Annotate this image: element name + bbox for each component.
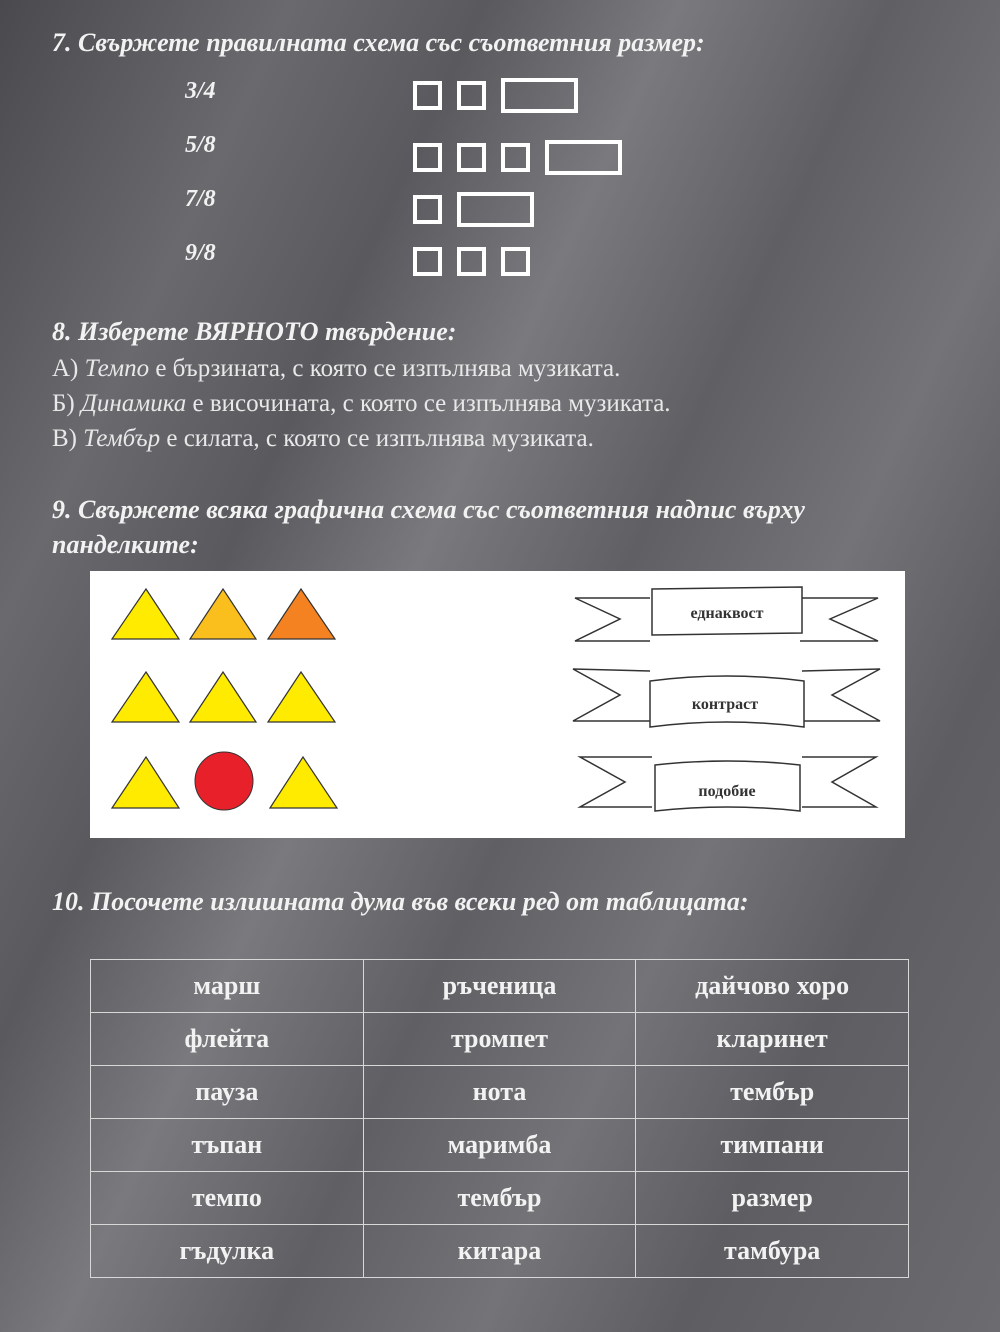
table-cell[interactable]: тембър (636, 1066, 909, 1119)
question-7-title: 7. Свържете правилната схема със съответния размер: (52, 28, 705, 57)
ribbon-label-similarity: подобие (698, 783, 756, 800)
triangle-yellow-icon (190, 672, 256, 722)
matching-diagram (90, 571, 905, 838)
table-cell[interactable]: размер (636, 1172, 909, 1225)
statement-c-prefix: В) (52, 425, 84, 452)
table-row (91, 1013, 909, 1066)
ribbon-label-contrast: контраст (691, 696, 759, 713)
triangle-yellow-icon (112, 672, 179, 722)
table-cell[interactable]: тромпет (363, 1013, 636, 1066)
question-9-title-line-2: панделките: (52, 530, 199, 559)
statement-b[interactable] (52, 387, 671, 421)
short-beat-box (457, 81, 486, 110)
table-row (91, 960, 909, 1013)
table-cell[interactable]: темпо (91, 1172, 364, 1225)
long-beat-box (545, 140, 622, 175)
statement-c-term: Тембър (83, 425, 161, 452)
table-row (91, 1066, 909, 1119)
ribbon-sameness[interactable] (575, 587, 878, 641)
triangle-yellow-icon (270, 757, 337, 808)
ribbon-tail-right (802, 757, 876, 807)
ribbon-contrast[interactable] (573, 669, 880, 727)
ribbon-tail-right (800, 598, 878, 641)
statement-a-term: Темпо (84, 355, 150, 382)
red-circle-icon (195, 752, 253, 810)
table-cell[interactable]: дайчово хоро (636, 960, 909, 1013)
statement-a-prefix: А) (52, 355, 85, 382)
table-cell[interactable]: нота (363, 1066, 636, 1119)
table-row (91, 1119, 909, 1172)
statement-b-prefix: Б) (52, 390, 81, 417)
statement-c[interactable] (52, 422, 594, 456)
long-beat-box (501, 78, 578, 113)
short-beat-box (501, 143, 530, 172)
triangle-light-orange-icon (190, 589, 256, 639)
meter-3-4: 3/4 (185, 78, 216, 104)
rhythm-scheme-2[interactable] (413, 139, 622, 175)
odd-word-table (90, 959, 909, 1278)
table-cell[interactable]: тембър (363, 1172, 636, 1225)
scheme-row-3[interactable] (112, 752, 337, 810)
rhythm-scheme-3[interactable] (413, 191, 534, 227)
table-cell[interactable]: тъпан (91, 1119, 364, 1172)
table-cell[interactable]: марш (91, 960, 364, 1013)
scheme-row-2[interactable] (112, 672, 335, 722)
table-cell[interactable]: пауза (91, 1066, 364, 1119)
triangle-yellow-icon (112, 757, 179, 808)
table-cell[interactable]: тимпани (636, 1119, 909, 1172)
statement-b-term: Динамика (80, 390, 187, 417)
scheme-row-1[interactable] (112, 589, 335, 639)
long-beat-box (457, 192, 534, 227)
ribbon-similarity[interactable] (580, 757, 876, 811)
short-beat-box (413, 195, 442, 224)
ribbon-label-sameness: еднаквост (690, 605, 764, 622)
table-row (91, 1172, 909, 1225)
short-beat-box (457, 247, 486, 276)
table-cell[interactable]: китара (363, 1225, 636, 1278)
ribbon-tail-left (575, 598, 650, 641)
table-row (91, 1225, 909, 1278)
meter-9-8: 9/8 (185, 240, 216, 266)
short-beat-box (457, 143, 486, 172)
rhythm-scheme-1[interactable] (413, 77, 578, 113)
meter-5-8: 5/8 (185, 132, 216, 158)
short-beat-box (413, 81, 442, 110)
short-beat-box (501, 247, 530, 276)
ribbon-tail-left (573, 669, 650, 721)
ribbon-tail-right (802, 669, 880, 721)
ribbon-tail-left (580, 757, 652, 807)
triangle-yellow-icon (112, 589, 179, 639)
triangle-yellow-icon (268, 672, 335, 722)
question-10-title: 10. Посочете излишната дума във всеки ред от таблицата: (52, 887, 749, 916)
table-cell[interactable]: ръченица (363, 960, 636, 1013)
statement-a[interactable] (52, 352, 620, 386)
statement-a-text: е бързината, с която се изпълнява музиката. (149, 355, 621, 382)
table-cell[interactable]: гъдулка (91, 1225, 364, 1278)
question-8-title: 8. Изберете ВЯРНОТО твърдение: (52, 317, 457, 346)
statement-c-text: е силата, с която се изпълнява музиката. (160, 425, 594, 452)
statement-b-text: е височината, с която се изпълнява музиката. (186, 390, 671, 417)
short-beat-box (413, 247, 442, 276)
meter-7-8: 7/8 (185, 186, 216, 212)
table-cell[interactable]: тамбура (636, 1225, 909, 1278)
table-cell[interactable]: флейта (91, 1013, 364, 1066)
table-cell[interactable]: маримба (363, 1119, 636, 1172)
table-cell[interactable]: кларинет (636, 1013, 909, 1066)
question-9-title-line-1: 9. Свържете всяка графична схема със съответния надпис върху (52, 495, 805, 524)
rhythm-scheme-4[interactable] (413, 243, 530, 279)
short-beat-box (413, 143, 442, 172)
matching-panel (90, 571, 905, 838)
triangle-orange-icon (268, 589, 335, 639)
